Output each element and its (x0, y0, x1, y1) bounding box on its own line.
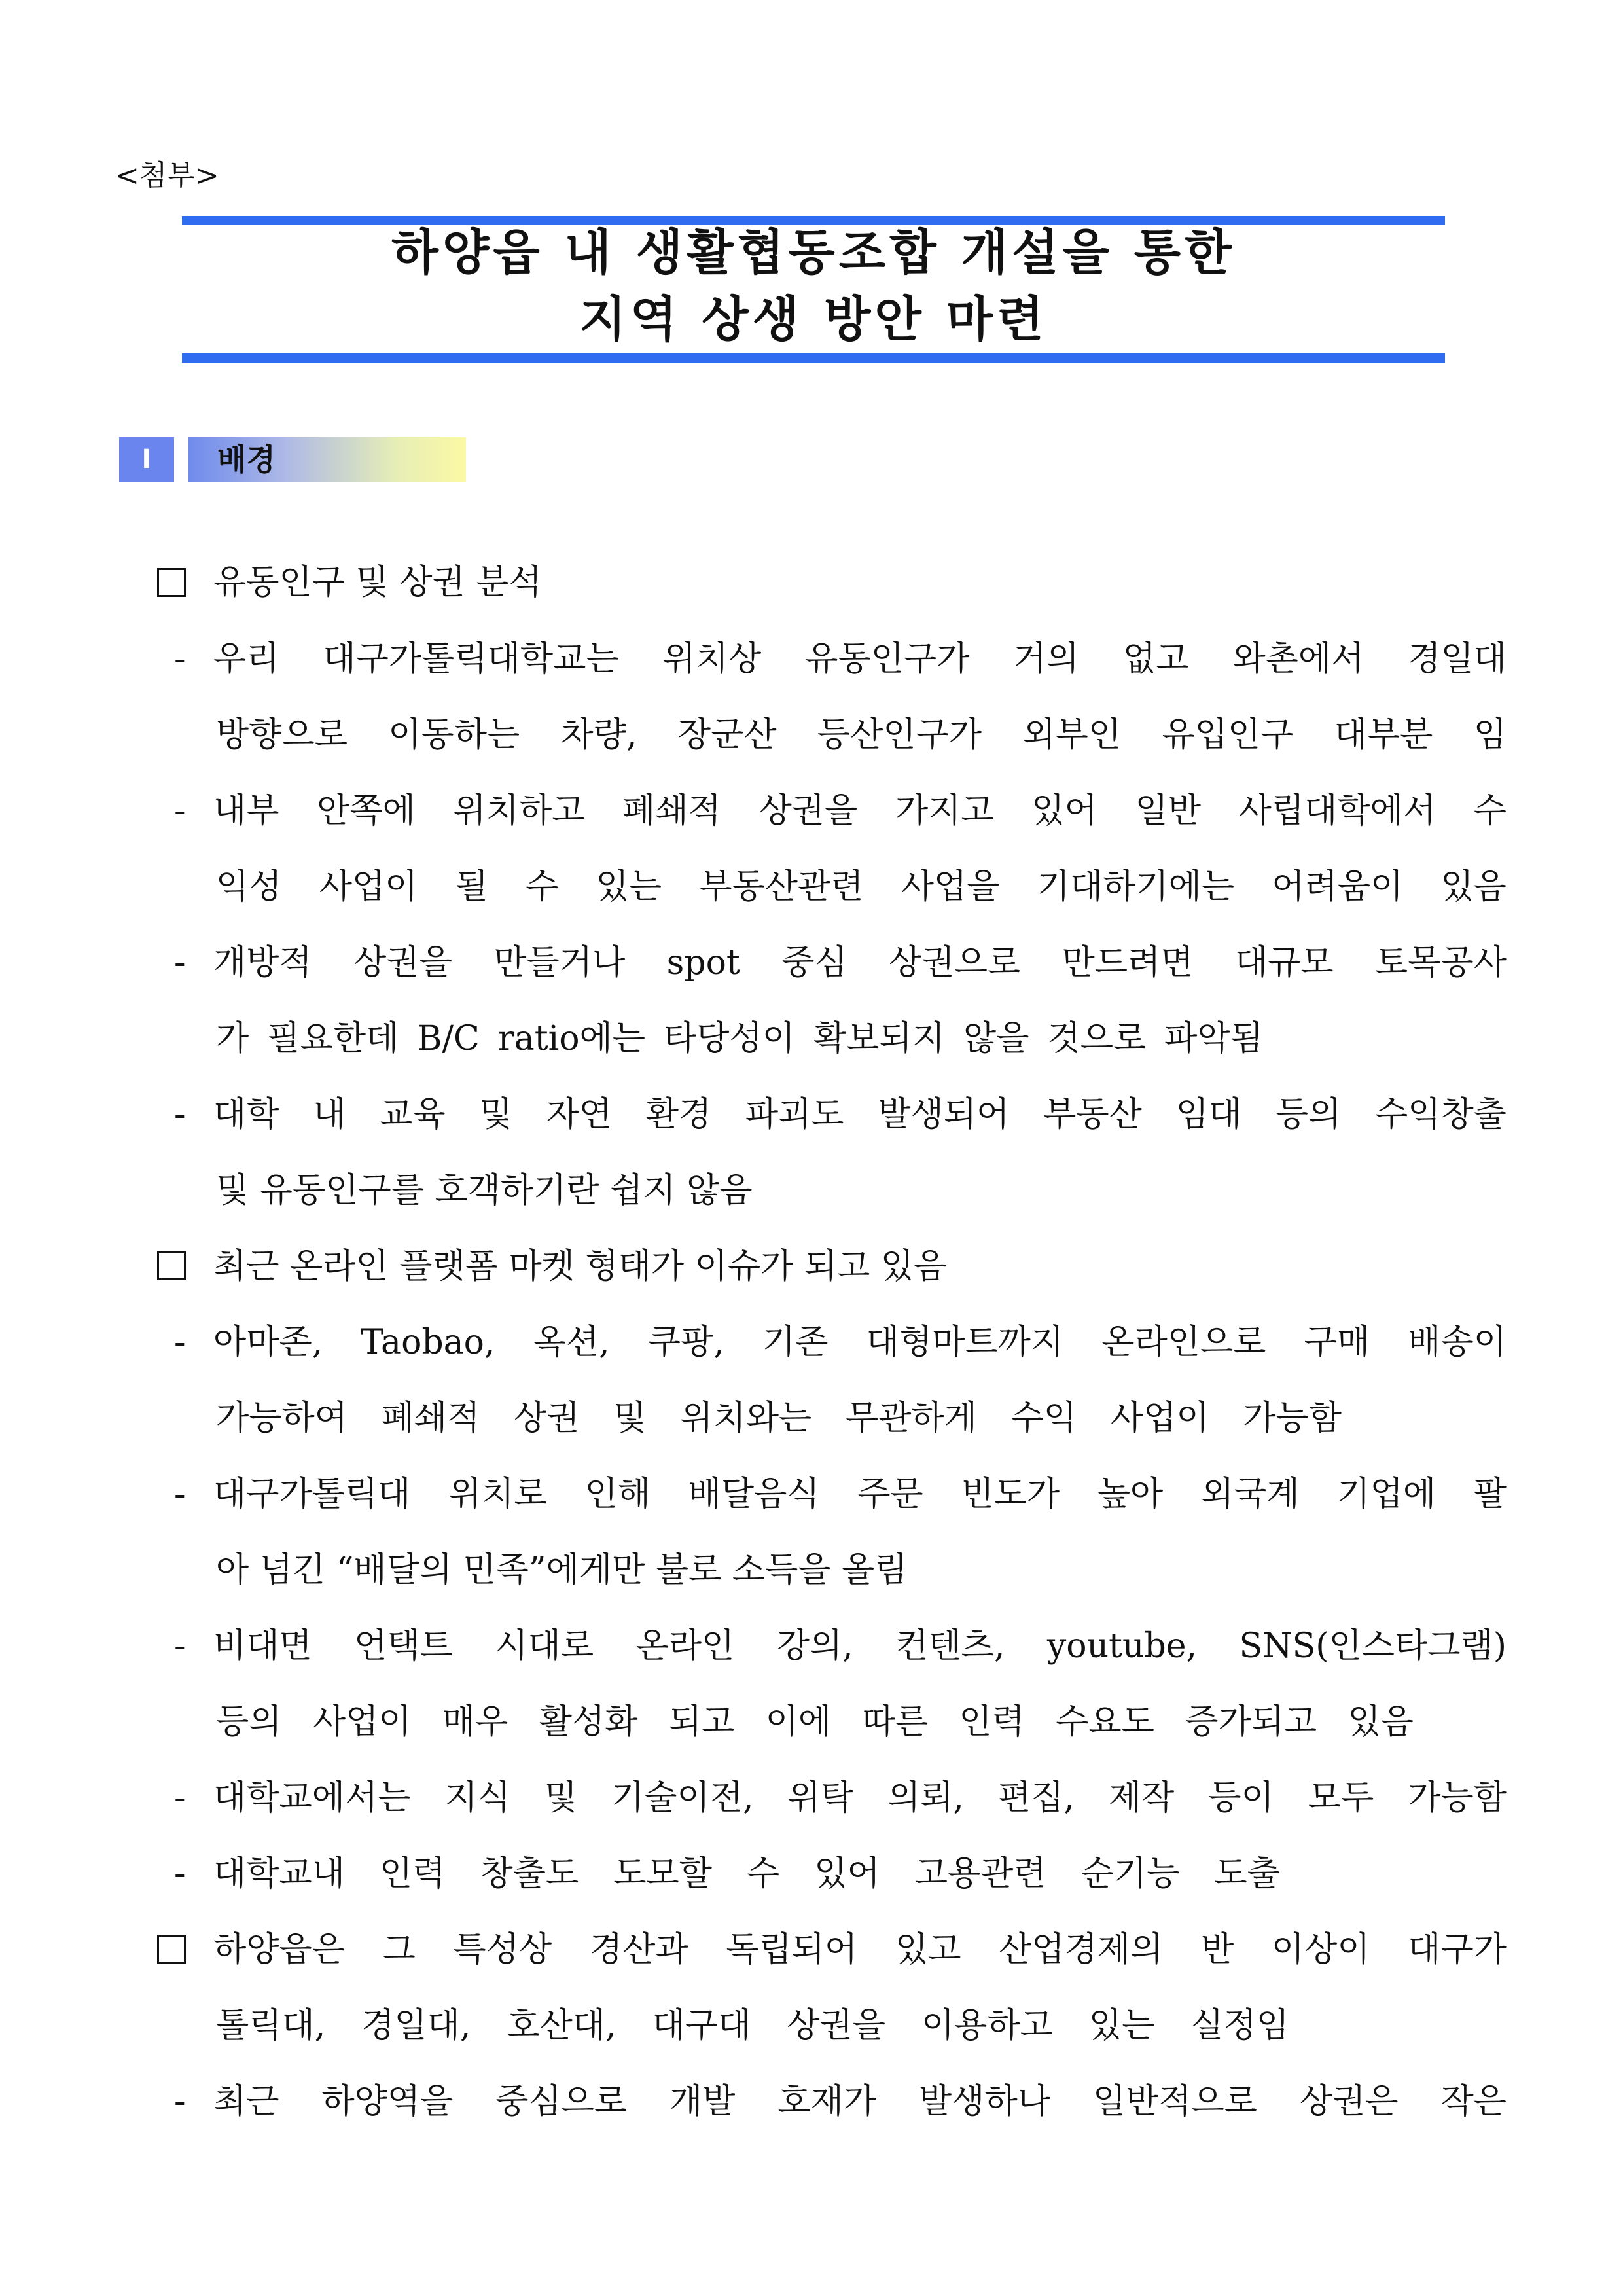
bullet-continuation: 가 필요한데 B/C ratio에는 타당성이 확보되지 않을 것으로 파악됨 (216, 1019, 1263, 1058)
section-number: Ⅰ (119, 437, 174, 482)
bullet-line: 대학 내 교육 및 자연 환경 파괴도 발생되어 부동산 임대 등의 수익창출 (213, 1095, 1507, 1134)
bullet-line: 대구가톨릭대 위치로 인해 배달음식 주문 빈도가 높아 외국계 기업에 팔 (213, 1475, 1507, 1514)
bullet-continuation: 익성 사업이 될 수 있는 부동산관련 사업을 기대하기에는 어려움이 있음 (216, 867, 1507, 906)
document-title-line-1: 하양읍 내 생활협동조합 개설을 통한 (391, 224, 1236, 281)
bullet-line: 대학교내 인력 창출도 도모할 수 있어 고용관련 순기능 도출 (213, 1854, 1280, 1893)
checkbox-icon (157, 568, 186, 597)
bullet-continuation: 등의 사업이 매우 활성화 되고 이에 따른 인력 수요도 증가되고 있음 (216, 1702, 1414, 1742)
document-title-line-2: 지역 상생 방안 마련 (579, 291, 1048, 348)
dash-marker: - (174, 1626, 186, 1666)
attachment-label: <첨부> (115, 159, 219, 192)
bullet-line: 우리 대구가톨릭대학교는 위치상 유동인구가 거의 없고 와촌에서 경일대 (213, 639, 1507, 679)
dash-marker: - (174, 1323, 186, 1362)
dash-marker: - (174, 1475, 186, 1514)
checkbox-icon (157, 1935, 186, 1964)
checkbox-item: 최근 온라인 플랫폼 마켓 형태가 이슈가 되고 있음 (213, 1247, 947, 1286)
checkbox-item: 하양읍은 그 특성상 경산과 독립되어 있고 산업경제의 반 이상이 대구가 (213, 1930, 1507, 1969)
section-title: 배경 (188, 437, 466, 482)
dash-marker: - (174, 791, 186, 831)
bullet-line: 개방적 상권을 만들거나 spot 중심 상권으로 만드려면 대규모 토목공사 (213, 943, 1507, 982)
checkbox-continuation: 톨릭대, 경일대, 호산대, 대구대 상권을 이용하고 있는 실정임 (216, 2006, 1289, 2045)
dash-marker: - (174, 1095, 186, 1134)
bullet-line: 비대면 언택트 시대로 온라인 강의, 컨텐츠, youtube, SNS(인스타그램) (213, 1626, 1507, 1666)
dash-marker: - (174, 1854, 186, 1893)
bullet-continuation: 및 유동인구를 호객하기란 쉽지 않음 (216, 1171, 753, 1210)
title-rule-bottom (182, 353, 1445, 363)
bullet-line: 대학교에서는 지식 및 기술이전, 위탁 의뢰, 편집, 제작 등이 모두 가능함 (213, 1778, 1507, 1818)
bullet-line: 내부 안쪽에 위치하고 폐쇄적 상권을 가지고 있어 일반 사립대학에서 수 (213, 791, 1507, 831)
bullet-continuation: 가능하여 폐쇄적 상권 및 위치와는 무관하게 수익 사업이 가능함 (216, 1399, 1342, 1438)
dash-marker: - (174, 2082, 186, 2121)
bullet-continuation: 방향으로 이동하는 차량, 장군산 등산인구가 외부인 유입인구 대부분 임 (216, 715, 1507, 755)
bullet-line: 최근 하양역을 중심으로 개발 호재가 발생하나 일반적으로 상권은 작은 (213, 2082, 1507, 2121)
bullet-line: 아마존, Taobao, 옥션, 쿠팡, 기존 대형마트까지 온라인으로 구매 배송이 (213, 1323, 1507, 1362)
dash-marker: - (174, 1778, 186, 1818)
checkbox-item: 유동인구 및 상권 분석 (213, 563, 542, 602)
dash-marker: - (174, 639, 186, 679)
bullet-continuation: 아 넘긴 “배달의 민족”에게만 불로 소득을 올림 (216, 1551, 908, 1590)
checkbox-icon (157, 1251, 186, 1280)
dash-marker: - (174, 943, 186, 982)
